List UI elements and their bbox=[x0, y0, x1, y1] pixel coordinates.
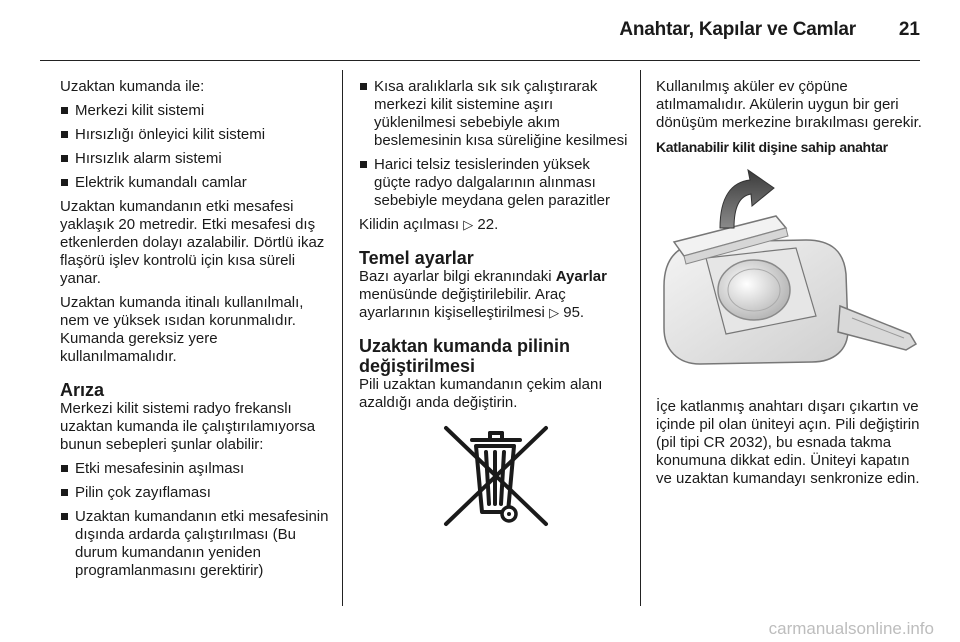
unlock-text: Kilidin açılması bbox=[359, 216, 460, 233]
unlock-page-link[interactable]: 22. bbox=[477, 216, 499, 233]
header-rule bbox=[40, 60, 920, 61]
settings-menu-name: Ayarlar bbox=[555, 268, 607, 285]
instructions-paragraph: İçe katlanmış anahtarı dışarı çıkartın ve içinde pil olan üniteyi açın. Pili değiştirin (pil tipi CR 2032), bu esnada takma konumuna dikkat edin. Üniteyi kapatın ve uzaktan kumandayı senkronize edin. bbox=[656, 398, 920, 487]
section-heading-basic-settings: Temel ayarlar bbox=[359, 248, 474, 268]
list-item: Hırsızlık alarm sistemi bbox=[60, 150, 332, 168]
arrow-triangle-icon: ▷ bbox=[549, 305, 560, 320]
column-2 bbox=[359, 78, 629, 528]
intro-text: Uzaktan kumanda ile: bbox=[60, 78, 205, 95]
page-header bbox=[0, 0, 960, 60]
list-item: Pilin çok zayıflaması bbox=[60, 484, 332, 502]
battery-paragraph: Pili uzaktan kumandanın çekim alanı azaldığı anda değiştirin. bbox=[359, 376, 603, 411]
list-item: Elektrik kumandalı camlar bbox=[60, 174, 332, 192]
list-item: Merkezi kilit sistemi bbox=[60, 102, 332, 120]
disposal-paragraph: Kullanılmış aküler ev çöpüne atılmamalıdır. Akülerin uygun bir geri dönüşüm merkezine bırakılması gerekir. bbox=[656, 78, 922, 131]
settings-page-link[interactable]: 95. bbox=[563, 304, 585, 321]
column-3 bbox=[656, 78, 924, 494]
settings-paragraph bbox=[359, 268, 629, 322]
unlock-reference bbox=[359, 216, 629, 234]
list-item: Kısa aralıklarla sık sık çalıştırarak merkezi kilit sistemine aşırı yüklenilmesi sebebiyle akım beslemesinin kısa süreliğine kesilmesi bbox=[359, 78, 629, 150]
column-1 bbox=[60, 78, 332, 586]
section-heading-battery: Uzaktan kumanda pilinin değiştirilmesi bbox=[359, 336, 571, 376]
column-divider bbox=[640, 70, 641, 606]
settings-text-c: menüsünde değiştirilebilir. Araç ayarlarının kişiselleştirilmesi bbox=[359, 286, 566, 321]
key-battery-illustration bbox=[656, 166, 922, 388]
list-item: Hırsızlığı önleyici kilit sistemi bbox=[60, 126, 332, 144]
settings-text-a: Bazı ayarlar bilgi ekranındaki bbox=[359, 268, 552, 285]
list-item: Uzaktan kumandanın etki mesafesinin dışında ardarda çalıştırılması (Bu durum kumandanın yeniden programlanmasını gerektirir) bbox=[60, 508, 332, 580]
crossed-out-bin-icon bbox=[434, 420, 559, 528]
section-heading-fault: Arıza bbox=[60, 380, 105, 400]
fault-paragraph: Merkezi kilit sistemi radyo frekanslı uzaktan kumanda ile çalıştırılamıyorsa bunun sebepleri şunlar olabilir: bbox=[60, 400, 316, 453]
range-paragraph: Uzaktan kumandanın etki mesafesi yaklaşık 20 metredir. Etki mesafesi dış etkenlerden dolayı azalabilir. Dörtlü ikaz flaşörü işlev kontrolü için kısa süreli yanar. bbox=[60, 198, 325, 287]
column-divider bbox=[342, 70, 343, 606]
section-heading-folding-key: Katlanabilir kilit dişine sahip anahtar bbox=[656, 139, 888, 155]
list-item: Etki mesafesinin aşılması bbox=[60, 460, 332, 478]
fault-list bbox=[60, 460, 332, 580]
watermark: carmanualsonline.info bbox=[768, 619, 934, 638]
header-title: Anahtar, Kapılar ve Camlar bbox=[619, 19, 856, 40]
page-number: 21 bbox=[898, 19, 920, 40]
fault-list-continued bbox=[359, 78, 629, 210]
list-item: Harici telsiz tesislerinden yüksek güçte radyo dalgalarının alınması sebebiyle meydana gelen parazitler bbox=[359, 156, 629, 210]
care-paragraph: Uzaktan kumanda itinalı kullanılmalı, nem ve yüksek ısıdan korunmalıdır. Kumanda gereksiz yere kullanılmamalıdır. bbox=[60, 294, 304, 365]
arrow-triangle-icon: ▷ bbox=[463, 217, 474, 232]
feature-list bbox=[60, 102, 332, 192]
